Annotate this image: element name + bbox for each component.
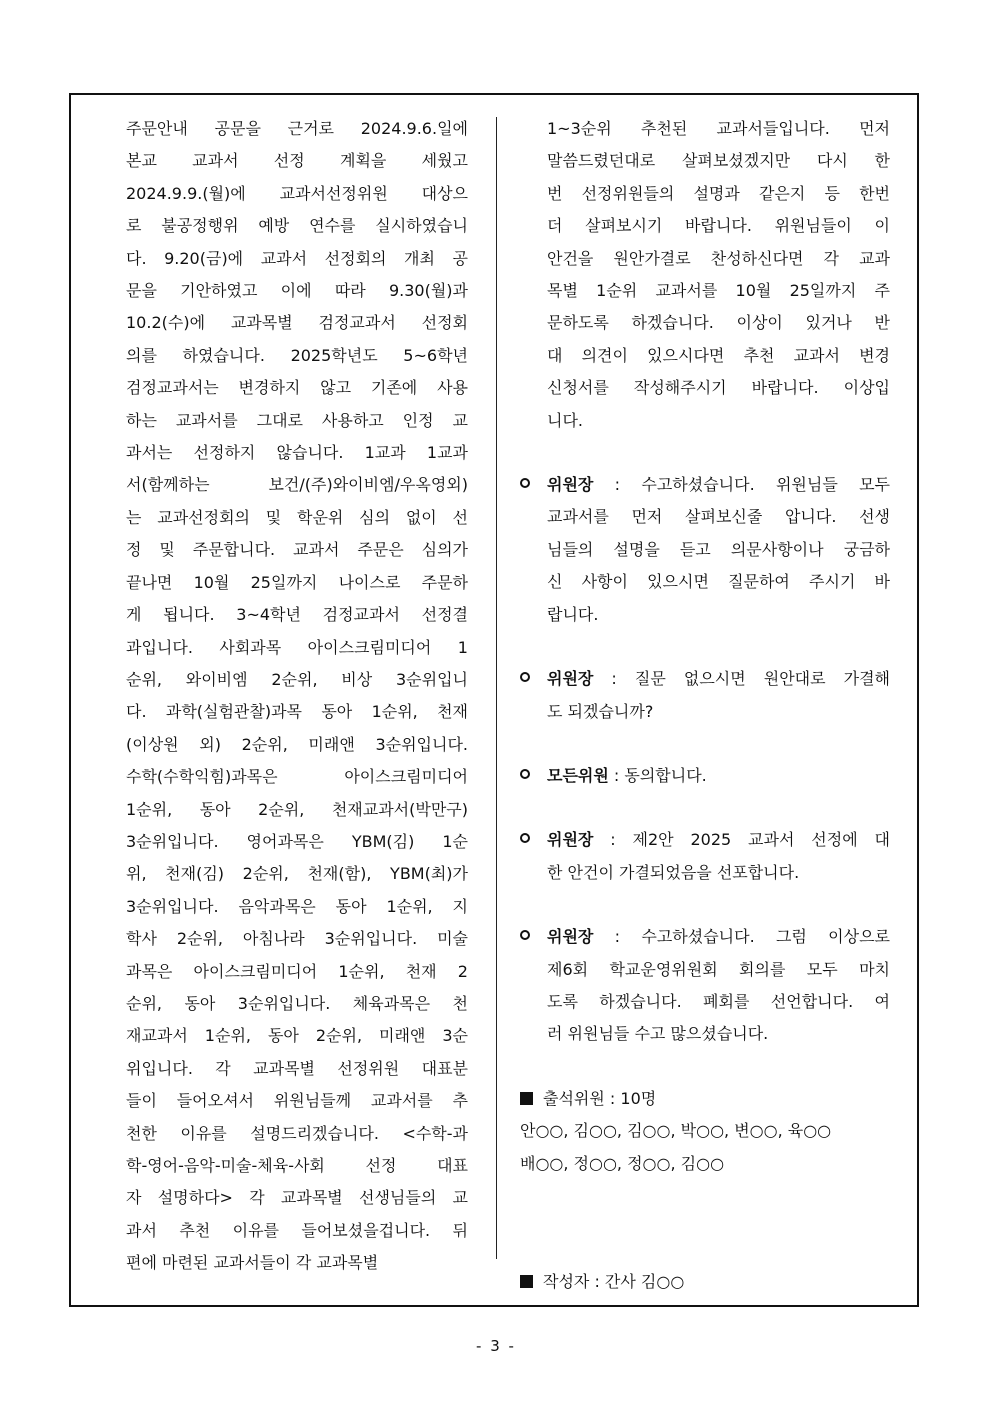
- left-text-line: 문을 기안하였고 이에 따라 9.30(월)과: [126, 281, 468, 301]
- left-text-line: 하는 교과서를 그대로 사용하고 인정 교: [126, 410, 468, 430]
- left-text-line: 수학(수학익힘)과목은 아이스크림미디어: [126, 767, 468, 787]
- right-intro: [520, 113, 890, 437]
- left-text-line: 과입니다. 사회과목 아이스크림미디어 1: [126, 637, 468, 657]
- left-text-line: 재교과서 1순위, 동아 2순위, 미래앤 3순: [126, 1026, 468, 1046]
- left-column: [126, 113, 468, 1280]
- right-text-line: 번 선정위원들의 설명과 같은지 등 한번: [547, 183, 890, 203]
- statement-text: : 동의합니다.: [608, 765, 707, 785]
- right-column: [520, 113, 890, 1298]
- statement-text: : 제2안 2025 교과서 선정에 대: [593, 830, 890, 850]
- left-text-line: 과서는 선정하지 않습니다. 1교과 1교과: [126, 443, 468, 463]
- circle-bullet-icon: [520, 769, 530, 779]
- left-text-line: (이상원 외) 2순위, 미래앤 3순위입니다.: [126, 734, 468, 754]
- right-text-line: 1~3순위 추천된 교과서들입니다. 먼저: [547, 119, 890, 138]
- left-text-line: 천한 이유를 설명드리겠습니다. <수학-과: [126, 1123, 468, 1143]
- statement-line: 님들의 설명을 듣고 의문사항이나 궁금하: [547, 539, 890, 559]
- statement: [520, 921, 890, 1051]
- statement-first-line: [520, 469, 890, 501]
- right-text-line: 문하도록 하겠습니다. 이상이 있거나 반: [547, 313, 890, 333]
- left-text-line: 본교 교과서 선정 계획을 세웠고: [126, 151, 468, 171]
- left-text-line: 학사 2순위, 아침나라 3순위입니다. 미술: [126, 929, 468, 949]
- left-text-line: 편에 마련된 교과서들이 각 교과목별: [126, 1253, 379, 1273]
- attendance-names-1: 안○○, 김○○, 김○○, 박○○, 변○○, 육○○: [520, 1121, 832, 1141]
- left-text-line: 3순위입니다. 음악과목은 동아 1순위, 지: [126, 896, 468, 916]
- right-text-line: 대 의견이 있으시다면 추천 교과서 변경: [547, 345, 890, 365]
- statement-line: 랍니다.: [547, 604, 599, 624]
- speaker: 모든위원: [547, 765, 609, 785]
- left-text-line: 학-영어-음악-미술-체육-사회 선정 대표: [126, 1156, 468, 1175]
- left-text-line: 1순위, 동아 2순위, 천재교과서(박만구): [126, 799, 468, 819]
- statements: [520, 469, 890, 1083]
- statement: [520, 469, 890, 631]
- right-text-line: 목별 1순위 교과서를 10월 25일까지 주: [547, 281, 890, 301]
- left-text-line: 자 설명하다> 각 교과목별 선생님들의 교: [126, 1188, 468, 1208]
- left-text-line: 의를 하였습니다. 2025학년도 5~6학년: [126, 345, 468, 365]
- left-text-line: 3순위입니다. 영어과목은 YBM(김) 1순: [126, 831, 468, 851]
- statement-first-line: [520, 921, 890, 953]
- statement-first-line: [520, 663, 890, 695]
- left-text-line: 2024.9.9.(월)에 교과서선정위원 대상으: [126, 183, 468, 203]
- statement-text: : 수고하셨습니다. 그럼 이상으로: [593, 927, 890, 947]
- left-text-line: 게 됩니다. 3~4학년 검정교과서 선정결: [126, 605, 468, 625]
- attendance-section: [520, 1083, 890, 1180]
- left-text-line: 위입니다. 각 교과목별 선정위원 대표분: [126, 1058, 468, 1078]
- speaker: 위원장: [547, 475, 594, 495]
- circle-bullet-icon: [520, 478, 530, 488]
- statement-line: 교과서를 먼저 살펴보신줄 압니다. 선생: [547, 507, 890, 527]
- right-text-line: 더 살펴보시기 바랍니다. 위원님들이 이: [547, 216, 890, 236]
- statement-text: : 수고하셨습니다. 위원님들 모두: [593, 475, 890, 495]
- speaker: 위원장: [547, 669, 594, 689]
- left-text-line: 서(함께하는 보건/(주)와이비엠/우옥영외): [126, 475, 468, 495]
- right-text-line: 안건을 원안가결로 찬성하신다면 각 교과: [547, 248, 890, 268]
- attendance-heading: 출석위원 : 10명: [520, 1083, 890, 1115]
- page-number: - 3 -: [476, 1337, 516, 1355]
- statement: [520, 663, 890, 728]
- left-text-line: 들이 들어오셔서 위원님들께 교과서를 추: [126, 1091, 468, 1111]
- right-text-line: 신청서를 작성해주시기 바랍니다. 이상입: [547, 378, 890, 398]
- statement: [520, 760, 890, 792]
- statement: [520, 824, 890, 889]
- left-text-line: 과서 추천 이유를 들어보셨을겁니다. 뒤: [126, 1220, 468, 1240]
- left-text-line: 로 불공정행위 예방 연수를 실시하였습니: [126, 216, 468, 236]
- black-square-icon: [520, 1275, 533, 1288]
- speaker: 위원장: [547, 927, 594, 947]
- left-text-line: 주문안내 공문을 근거로 2024.9.6.일에: [126, 119, 468, 138]
- statement-first-line: [520, 760, 890, 792]
- left-text-line: 검정교과서는 변경하지 않고 기존에 사용: [126, 378, 468, 398]
- left-text-line: 순위, 와이비엠 2순위, 비상 3순위입니: [126, 669, 468, 689]
- left-text-line: 과목은 아이스크림미디어 1순위, 천재 2: [126, 961, 468, 981]
- statement-line: 러 위원님들 수고 많으셨습니다.: [547, 1024, 769, 1044]
- statement-line: 도 되겠습니까?: [547, 701, 654, 721]
- statement-first-line: [520, 824, 890, 856]
- left-text-line: 정 및 주문합니다. 교과서 주문은 심의가: [126, 540, 468, 560]
- statement-line: 신 사항이 있으시면 질문하여 주시기 바: [547, 572, 890, 592]
- black-square-icon: [520, 1092, 533, 1105]
- left-text-line: 10.2(수)에 교과목별 검정교과서 선정회: [126, 313, 468, 333]
- left-text-line: 위, 천재(김) 2순위, 천재(함), YBM(최)가: [126, 864, 468, 884]
- attendance-names-2: 배○○, 정○○, 정○○, 김○○: [520, 1153, 725, 1173]
- left-text-line: 순위, 동아 3순위입니다. 체육과목은 천: [126, 993, 468, 1013]
- right-text-line: 니다.: [547, 410, 583, 430]
- left-text-line: 다. 9.20(금)에 교과서 선정회의 개최 공: [126, 248, 468, 268]
- author-line: 작성자 : 간사 김○○: [520, 1266, 890, 1298]
- statement-line: 제6회 학교운영위원회 회의를 모두 마치: [547, 959, 890, 979]
- statement-line: 한 안건이 가결되었음을 선포합니다.: [547, 862, 800, 882]
- left-text-line: 는 교과선정회의 및 학운위 심의 없이 선: [126, 507, 468, 527]
- speaker: 위원장: [547, 830, 594, 850]
- right-text-line: 말씀드렸던대로 살펴보셨겠지만 다시 한: [547, 151, 890, 171]
- left-text-line: 끝나면 10월 25일까지 나이스로 주문하: [126, 572, 468, 592]
- left-text-line: 다. 과학(실험관찰)과목 동아 1순위, 천재: [126, 702, 468, 722]
- statement-line: 도록 하겠습니다. 폐회를 선언합니다. 여: [547, 991, 890, 1011]
- statement-text: : 질문 없으시면 원안대로 가결해: [593, 669, 890, 689]
- column-divider: [496, 117, 497, 1259]
